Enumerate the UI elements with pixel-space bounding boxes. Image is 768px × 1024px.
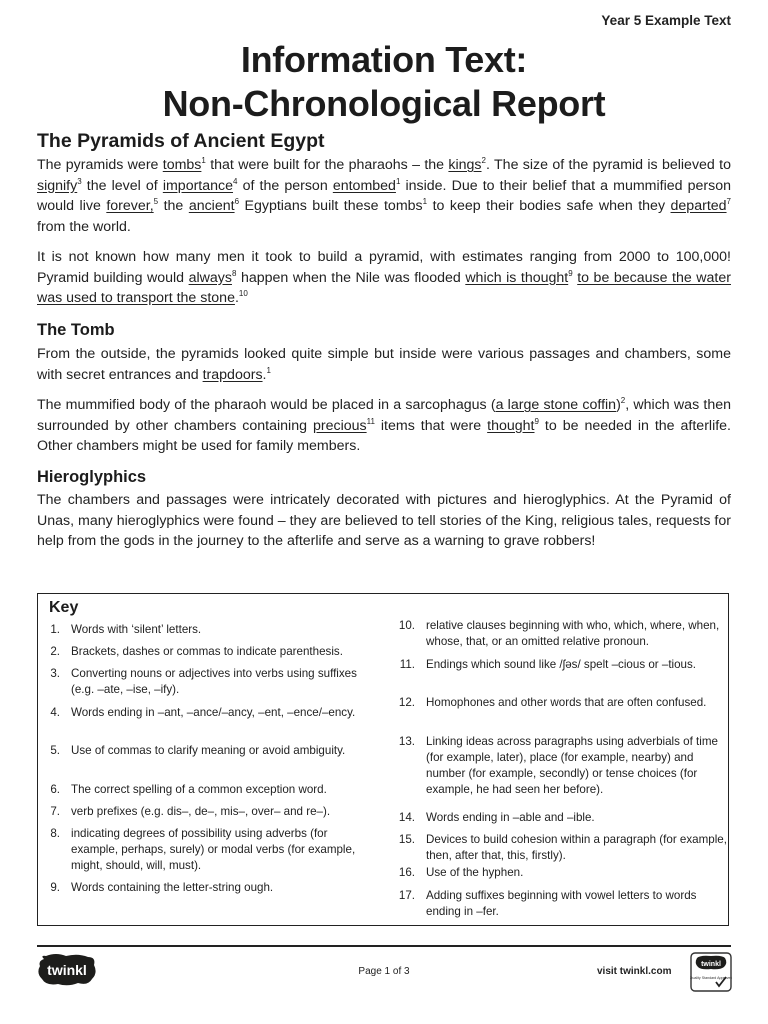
key-item-number: 13.	[398, 735, 415, 748]
key-item-number: 1.	[50, 623, 60, 636]
key-item-text: relative clauses beginning with who, which, where, when, whose, that, or an omitted relative pronoun.	[426, 619, 720, 648]
key-item-text: Devices to build cohesion within a paragraph (for example, then, after that, this, firstly).	[426, 833, 727, 862]
p1-text: The pyramids were tombs$^1$ that were built for the pharaohs – the kings$^2$. The size of the pyramid is believed to signify$^3$ the level of importance$^4$ of the person entombed$^1$ inside. Due to their belief that a mummified person would live forever,$^5$ the ancient$^6$ Egyptians built these tombs$^1$ to keep their bodies safe when they departed$^7$ from the world.	[37, 156, 732, 235]
key-item-text: Endings which sound like /ʃəs/ spelt –cious or –tious.	[426, 658, 697, 671]
paragraph-5: The chambers and passages were intricately decorated with pictures and hieroglyphics. At the Pyramid of Unas, many hieroglyphics were found – they are believed to tell stories of the King, religious tales, requests for help from the gods in the journey to the afterlife and serve as a warning to grave robbers!	[37, 492, 731, 550]
title-line-1: Information Text:	[240, 39, 528, 80]
key-item-number: 9.	[50, 881, 60, 894]
key-left-item-2	[38, 644, 373, 660]
key-left-item-7	[38, 804, 373, 820]
key-item-number: 8.	[50, 827, 60, 840]
key-left-item-1	[38, 622, 373, 638]
key-item-number: 16.	[398, 866, 415, 879]
key-item-text: indicating degrees of possibility using adverbs (for example, perhaps, surely) or modal verbs (for example, might, should, will, must).	[71, 827, 356, 872]
key-item-number: 17.	[398, 889, 415, 902]
paragraph-4	[37, 395, 731, 457]
key-item-text: Words ending in –able and –ible.	[426, 811, 595, 824]
key-item-text: Adding suffixes beginning with vowel letters to words ending in –fer.	[426, 889, 697, 918]
key-item-text: Words containing the letter-string ough.	[71, 881, 274, 894]
paragraph-1	[37, 155, 731, 237]
main-heading: The Pyramids of Ancient Egypt	[37, 130, 325, 152]
key-item-text: Linking ideas across paragraphs using adverbials of time (for example, later), place (for example, nearby) and number (for example, secondly) or tense choices (for example, he had seen her before).	[426, 735, 718, 796]
key-box	[37, 593, 729, 926]
key-right-item-2	[393, 657, 728, 673]
quality-badge	[690, 952, 732, 997]
key-item-number: 12.	[398, 696, 415, 709]
key-item-text: Words with ‘silent’ letters.	[71, 623, 202, 636]
key-left-item-3	[38, 666, 373, 698]
page-title	[0, 38, 768, 126]
key-left-item-5	[38, 743, 373, 759]
key-item-number: 10.	[398, 619, 415, 632]
key-item-text: Use of commas to clarify meaning or avoid ambiguity.	[71, 744, 346, 757]
key-item-text: verb prefixes (e.g. dis–, de–, mis–, over– and re–).	[71, 805, 331, 818]
badge-brand: twinkl	[701, 961, 721, 968]
key-item-number: 7.	[50, 805, 60, 818]
key-title: Key	[49, 599, 79, 616]
key-right-item-8	[393, 888, 728, 920]
key-right-item-6	[393, 832, 728, 864]
key-left-item-4	[38, 705, 373, 721]
p4-text: The mummified body of the pharaoh would be placed in a sarcophagus (a large stone coffin)$^2$, which was then surrounded by other chambers containing precious$^{11}$ items that were thought$^9$ to be needed in the afterlife. Other chambers might be used for family members.	[37, 396, 732, 455]
key-item-number: 15.	[398, 833, 415, 846]
p2-text: It is not known how many men it took to build a pyramid, with estimates ranging from 2000 to 100,000! Pyramid building would always$^8$ happen when the Nile was flooded which is thought$^9$ to be because the water was used to transport the stone.$^{10}$	[37, 249, 731, 307]
key-item-number: 3.	[50, 667, 60, 680]
key-right-item-1	[393, 618, 728, 650]
key-item-number: 5.	[50, 744, 60, 757]
key-item-number: 6.	[50, 783, 60, 796]
key-item-text: Converting nouns or adjectives into verbs using suffixes (e.g. –ate, –ise, –ify).	[71, 667, 357, 696]
key-left-item-9	[38, 880, 373, 896]
key-item-text: Words ending in –ant, –ance/–ancy, –ent, –ence/–ency.	[71, 706, 356, 719]
paragraph-2	[37, 247, 731, 309]
key-item-number: 2.	[50, 645, 60, 658]
key-item-text: The correct spelling of a common exception word.	[71, 783, 327, 796]
key-item-number: 4.	[50, 706, 60, 719]
key-item-number: 11.	[399, 658, 415, 671]
visit-link[interactable]: visit twinkl.com	[597, 966, 672, 977]
hieroglyphics-heading: Hieroglyphics	[37, 468, 147, 486]
footer-divider	[37, 945, 731, 947]
year-label: Year 5 Example Text	[601, 13, 731, 28]
key-right-item-4	[393, 734, 728, 798]
tomb-heading: The Tomb	[37, 321, 115, 339]
key-item-text: Homophones and other words that are often confused.	[426, 696, 707, 709]
title-line-2: Non-Chronological Report	[162, 83, 606, 124]
paragraph-3	[37, 344, 731, 385]
page-number: Page 1 of 3	[358, 966, 410, 977]
badge-text: Quality Standard Approved	[690, 976, 732, 980]
key-right-item-7	[393, 865, 728, 881]
key-right-item-3	[393, 695, 728, 711]
key-left-item-8	[38, 826, 373, 874]
key-item-text: Use of the hyphen.	[426, 866, 524, 879]
key-left-item-6	[38, 782, 373, 798]
key-item-number: 14.	[398, 811, 415, 824]
logo-text: twinkl	[47, 962, 87, 978]
key-item-text: Brackets, dashes or commas to indicate parenthesis.	[71, 645, 343, 658]
key-right-item-5	[393, 810, 728, 826]
p3-text: From the outside, the pyramids looked quite simple but inside were various passages and chambers, some with secret entrances and trapdoors.$^1$	[37, 346, 731, 383]
